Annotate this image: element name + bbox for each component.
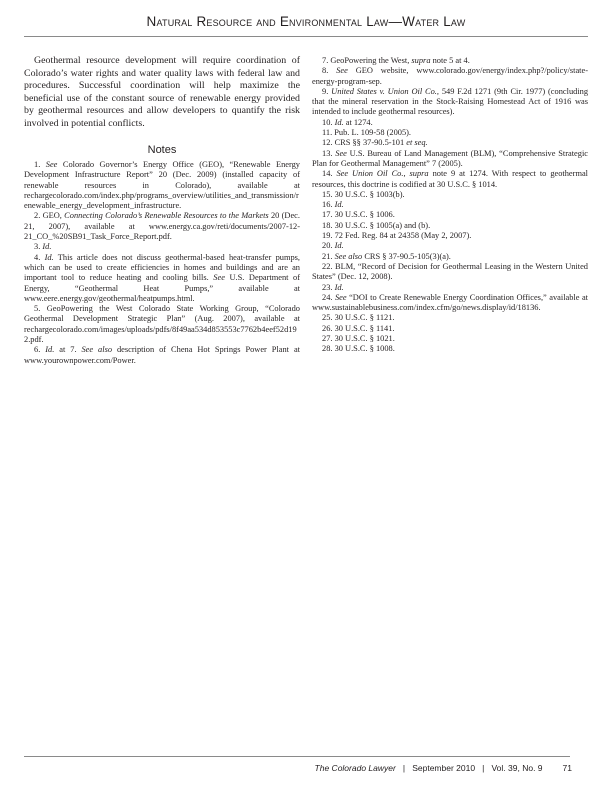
footer-date: September 2010 [412, 763, 476, 773]
footnote [312, 200, 588, 210]
footer-separator: | [402, 763, 406, 773]
footnote [312, 252, 588, 262]
footnote-text: supra [411, 56, 431, 65]
notes-list-left [24, 160, 300, 366]
footnote-text: 17. 30 U.S.C. § 1006. [322, 210, 395, 220]
footer-volume: Vol. 39, No. 9 [491, 763, 543, 773]
footnote [312, 231, 588, 241]
footnote-text: note 5 at 4. [430, 56, 470, 65]
footnote-text: 5. GeoPowering the West Colorado State Working Group, “Colorado Geothermal Development Strategic Plan” (Aug. 2007), available at rechargecolorado.com/images/uploads/pdfs/8f49aa534d853553c7762b4eef52d192.pdf. [24, 304, 300, 345]
page-number: 71 [562, 763, 572, 773]
footnote [312, 313, 588, 323]
footnote [312, 128, 588, 138]
footnote [312, 169, 588, 190]
footnote [312, 334, 588, 344]
footnote-text: This article does not discuss geothermal-based heat-transfer pumps, which can be used to create efficiencies in homes and buildings and are an important tool to reduce heating and cooling bills. [24, 252, 301, 283]
footnote-text: 15. 30 U.S.C. § 1003(b). [322, 189, 405, 199]
footnote-text: 12. CRS §§ 37-90.5-101 [322, 138, 407, 148]
footnote-text: 16. [322, 200, 335, 210]
footnote-text: See Union Oil Co. [336, 169, 404, 179]
footnote-text: “DOI to Create Renewable Energy Coordination Offices,” available at www.sustainablebusiness.com/index.cfm/go/news.display/id/18136. [312, 292, 589, 313]
footnote [312, 324, 588, 334]
footnote-text: See [334, 292, 347, 302]
header-rule [24, 36, 588, 37]
footnote-text: See [213, 273, 225, 283]
footnote-text: 25. 30 U.S.C. § 1121. [322, 313, 395, 323]
footnote-text: 19. 72 Fed. Reg. 84 at 24358 (May 2, 2007). [322, 231, 472, 241]
footnote-text: 21. [322, 251, 335, 261]
footnote-text: See also [334, 251, 363, 261]
running-header: Natural Resource and Environmental Law—Water Law [146, 14, 466, 29]
footnote [24, 304, 300, 345]
footnote-text: , 549 F.2d 1271 (9th Cir. 1977) (concluding that the mineral reservation in the Stock-Raising Homestead Act of 1916 was intended to include geothermal resources). [312, 86, 589, 117]
footnote-text: et seq. [406, 138, 428, 148]
right-column [312, 56, 588, 355]
footnote-text: CRS § 37-90.5-105(3)(a). [362, 251, 451, 261]
footnote-text: Id. [44, 252, 54, 262]
footnote-text: Id. [42, 242, 52, 252]
footnote [312, 221, 588, 231]
footnote-text: 6. [34, 345, 46, 355]
notes-heading: Notes [147, 144, 177, 156]
footnote-text: See [45, 160, 58, 169]
footnote [312, 66, 588, 87]
footnote-text: See also [81, 345, 113, 355]
footnote-text: U.S. Bureau of Land Management (BLM), “Comprehensive Strategic Plan for Geothermal Management” 7 (2005). [312, 148, 589, 168]
footnote-text: description of Chena Hot Springs Power Plant at www.yourownpower.com/Power. [24, 345, 300, 365]
footnote-text: United States v. Union Oil Co. [331, 86, 437, 96]
footnote-text: 28. 30 U.S.C. § 1008. [322, 344, 395, 354]
footnote-text: 18. 30 U.S.C. § 1005(a) and (b). [322, 220, 431, 230]
footnote [24, 242, 300, 252]
footnote-text: Id. [334, 241, 344, 251]
footer [315, 763, 572, 773]
footnote-text: Id. [334, 282, 344, 292]
left-column [24, 55, 300, 366]
footnote-text: Connecting Colorado’s Renewable Resources to the Markets [64, 211, 269, 221]
footnote [312, 190, 588, 200]
footnote-text: 9. [322, 86, 332, 96]
footnote-text: 2. GEO, [34, 211, 65, 221]
footnote-text: 20. [322, 241, 335, 251]
footnote-text: 10. [322, 117, 335, 127]
footnote-text: 13. [322, 148, 336, 158]
footer-journal: The Colorado Lawyer [314, 763, 396, 773]
footnote-text: at 1274. [343, 117, 373, 127]
footnote-text: GEO website, www.colorado.gov/energy/index.php?/policy/state-energy-program-sep. [312, 66, 588, 86]
footnote-text: , [403, 169, 410, 179]
body-paragraph: Geothermal resource development will require coordination of Colorado’s water rights and water quality laws with federal law and procedures. Successful coordination will help maximize the beneficial use of the constant source of renewable energy provided by geothermal resources and allow developers to quantify the risk involved in potential conflicts. [24, 55, 300, 129]
footnote [312, 262, 588, 283]
footnote-text: See [335, 148, 347, 158]
footnote-text: supra [409, 169, 429, 179]
footnote [312, 283, 588, 293]
notes-list-right [312, 56, 588, 355]
footnote-text: 8. [322, 66, 337, 76]
footnote-text: 22. BLM, “Record of Decision for Geothermal Leasing in the Western United States” (Dec. 12, 2008). [312, 261, 588, 282]
footnote [312, 149, 588, 170]
footnote-text: 7. GeoPowering the West, [322, 56, 412, 65]
footnote [24, 253, 300, 304]
footnote-text: Id. [45, 345, 55, 355]
footnote-text: 1. [34, 160, 46, 169]
footnote-text: 26. 30 U.S.C. § 1141. [322, 323, 395, 333]
footnote-text: See [336, 66, 348, 76]
footnote [312, 56, 588, 66]
footnote [24, 211, 300, 242]
footnote-text: 24. [322, 292, 335, 302]
footnote-text: note 9 at 1274. With respect to geothermal resources, this doctrine is codified at 30 U.S.C. § 1014. [312, 169, 588, 189]
footnote [312, 118, 588, 128]
footnote-text: 27. 30 U.S.C. § 1021. [322, 334, 395, 344]
footer-rule [24, 756, 570, 757]
footnote [24, 160, 300, 211]
footnote [312, 87, 588, 118]
footnote-text: Id. [334, 200, 344, 210]
footnote-text: 4. [34, 252, 45, 262]
footnote-text: at 7. [54, 345, 82, 355]
footnote-text: 20 (Dec. 21, 2007), available at www.energy.ca.gov/reti/documents/2007-12-21_CO_%20SB91_Task_Force_Report.pdf. [24, 211, 300, 242]
footnote-text: Colorado Governor’s Energy Office (GEO), “Renewable Energy Development Infrastructure Report” 20 (Dec. 2009) (installed capacity of renewable resources in Colorado), available at rechargecolorado.com/index.php/programs_overview/utilities_and_transmission/renewable_energy_development_infrastructure. [24, 160, 300, 211]
footnote-text: 3. [34, 242, 43, 252]
footer-separator: | [482, 763, 485, 773]
footnote [312, 293, 588, 314]
footnote-text: 11. Pub. L. 109-58 (2005). [322, 128, 412, 138]
footnote [24, 345, 300, 366]
footnote-text: 14. [322, 169, 337, 179]
footnote-text: U.S. Department of Energy, “Geothermal Heat Pumps,” available at www.eere.energy.gov/geothermal/heatpumps.html. [24, 273, 301, 303]
footnote [312, 241, 588, 251]
footnote [312, 344, 588, 354]
footnote [312, 210, 588, 220]
footnote-text: Id. [334, 117, 344, 127]
footnote-text: 23. [322, 282, 335, 292]
footnote [312, 138, 588, 148]
